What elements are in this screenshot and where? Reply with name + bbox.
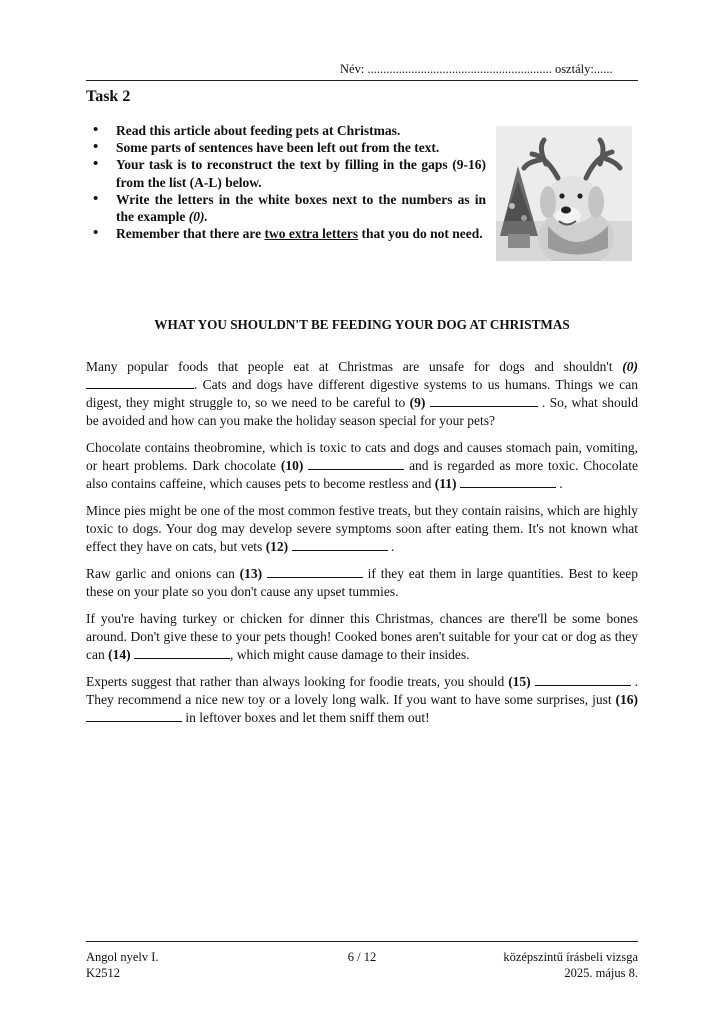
class-label: osztály:	[554, 62, 594, 76]
article-paragraph: Mince pies might be one of the most common festive treats, but they contain raisins, which are highly toxic to dogs. Your dog may develop severe symptoms soon after eating them. It's not known what effect they have on cats, but vets (12) .	[86, 503, 638, 554]
gap-9-blank	[430, 394, 538, 407]
class-dots: ......	[593, 62, 613, 76]
name-label: Név:	[340, 62, 365, 76]
instruction-item: • Remember that there are two extra letters that you do not need.	[86, 225, 486, 242]
gap-14-number: (14)	[108, 647, 131, 662]
footer-rule	[86, 941, 638, 942]
article-body	[86, 358, 638, 736]
instruction-item: • Your task is to reconstruct the text by filling in the gaps (9-16) from the list (A-L) below.	[86, 156, 486, 190]
gap-12-number: (12)	[265, 539, 289, 554]
gap-13-number: (13)	[239, 566, 263, 581]
gap-16-blank	[86, 709, 182, 722]
gap-10-blank	[308, 457, 404, 470]
gap-11-number: (11)	[434, 476, 457, 491]
gap-12-blank	[292, 538, 388, 551]
article-title: WHAT YOU SHOULDN'T BE FEEDING YOUR DOG AT CHRISTMAS	[154, 317, 570, 332]
dog-with-antlers-photo	[496, 126, 632, 261]
gap-11-blank	[460, 475, 556, 488]
instructions-list	[86, 122, 486, 242]
instruction-item: • Some parts of sentences have been left out from the text.	[86, 139, 486, 156]
gap-9-number: (9)	[409, 395, 426, 410]
footer-date: 2025. május 8.	[564, 966, 638, 980]
article-paragraph: Experts suggest that rather than always looking for foodie treats, you should (15) . They recommend a nice new toy or a lovely long walk. If you want to have some surprises, just (16) in leftover boxes and let them sniff them out!	[86, 674, 639, 725]
footer-code: K2512	[86, 966, 121, 980]
footer-exam-level: középszintű írásbeli vizsga	[503, 950, 638, 964]
gap-15-blank	[535, 673, 631, 686]
footer-subject: Angol nyelv I.	[86, 950, 159, 964]
footer-page-number: 6 / 12	[347, 950, 377, 964]
gap-13-blank	[267, 565, 363, 578]
article-paragraph: Chocolate contains theobromine, which is toxic to cats and dogs and causes stomach pain, vomiting, or heart problems. Dark chocolate (10) and is regarded as more toxic. Chocolate also contains caffeine, which causes pets to become restless and (11) .	[86, 440, 638, 491]
instruction-item: • Read this article about feeding pets at Christmas.	[86, 122, 486, 139]
article-paragraph: Many popular foods that people eat at Christmas are unsafe for dogs and shouldn't (0) . Cats and dogs have different digestive systems to us humans. Things we can digest, they might struggle to, so we need to be careful to (9) . So, what should be avoided and how can you make the holiday season special for your pets?	[86, 359, 639, 428]
gap-14-blank	[134, 646, 230, 659]
header-rule	[86, 80, 638, 81]
name-dots: ...........................................................	[367, 62, 552, 76]
instruction-item: • Write the letters in the white boxes next to the numbers as in the example (0).	[86, 191, 486, 225]
name-class-header	[340, 62, 613, 77]
gap-16-number: (16)	[615, 692, 638, 707]
gap-10-number: (10)	[280, 458, 304, 473]
gap-15-number: (15)	[508, 674, 531, 689]
article-paragraph: If you're having turkey or chicken for dinner this Christmas, chances are there'll be some bones around. Don't give these to your pets though! Cooked bones aren't suitable for your cat or dog as they can (14) , which might cause damage to their insides.	[86, 611, 638, 662]
gap-0-blank	[86, 376, 194, 389]
article-paragraph: Raw garlic and onions can (13) if they eat them in large quantities. Best to keep these on your plate so you don't cause any upset tummies.	[86, 566, 638, 599]
gap-0-number: (0)	[622, 359, 639, 374]
task-title: Task 2	[86, 88, 131, 105]
